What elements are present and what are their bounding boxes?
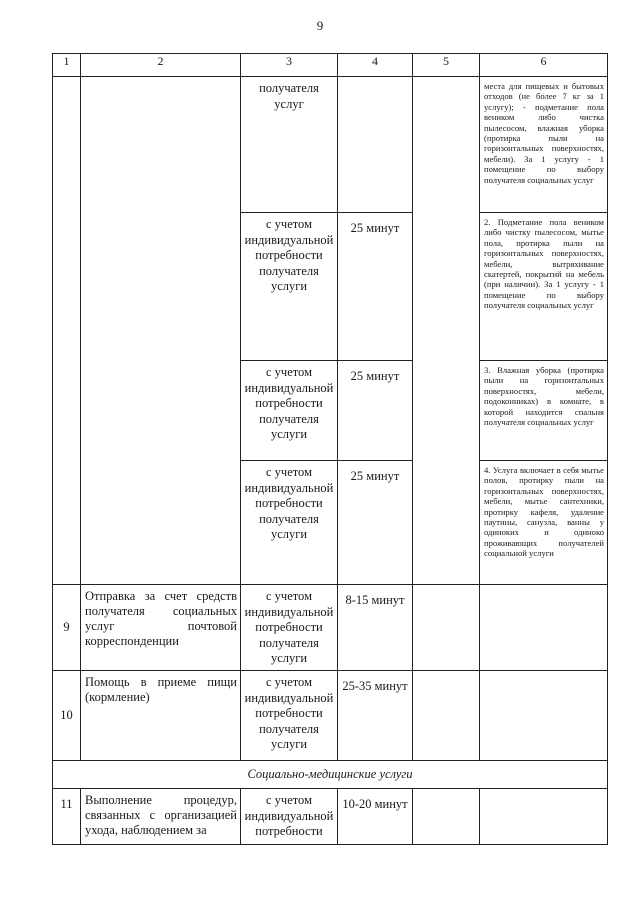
header-cell: 2 [81,54,241,77]
table-row [53,585,608,671]
service-name: Отправка за счет средств получателя социальных услуг почтовой корреспонденции [81,585,241,671]
row-number: 9 [53,585,81,671]
header-cell: 1 [53,54,81,77]
service-frequency: с учетом индивидуальной потребности получателя услуги [241,671,338,761]
service-duration: 8-15 минут [338,585,413,671]
empty-cell [413,77,480,585]
header-cell: 4 [338,54,413,77]
service-name: Помощь в приеме пищи (кормление) [81,671,241,761]
empty-cell [338,77,413,213]
row-number: 11 [53,789,81,845]
sub-row-col6: 2. Подметание пола веником либо чистку пылесосом, мытье пола, протирка пыли на горизонтальных поверхностях, мебели, вытряхивание скатертей, покрытий на мебель (при наличии). За 1 услугу - 1 помещение по выбору получателя социальных услуг [480,213,608,361]
empty-cell [480,671,608,761]
table-row [53,77,608,213]
empty-cell [413,671,480,761]
empty-cell [53,77,81,585]
empty-cell [413,789,480,845]
service-frequency: с учетом индивидуальной потребности получателя услуги [241,585,338,671]
empty-cell [480,789,608,845]
empty-cell [480,585,608,671]
continuation-col3: получателя услуг [241,77,338,213]
sub-row-col4: 25 минут [338,461,413,585]
section-row [53,761,608,789]
service-frequency: с учетом индивидуальной потребности [241,789,338,845]
sub-row-col4: 25 минут [338,213,413,361]
sub-row-col4: 25 минут [338,361,413,461]
header-cell: 3 [241,54,338,77]
table-row [53,671,608,761]
table-row [53,789,608,845]
service-name: Выполнение процедур, связанных с организацией ухода, наблюдением за [81,789,241,845]
empty-cell [413,585,480,671]
sub-row-col3: с учетом индивидуальной потребности получателя услуги [241,213,338,361]
section-title: Социально-медицинские услуги [53,761,608,789]
sub-row-col6: 3. Влажная уборка (протирка пыли на горизонтальных поверхностях, мебели, подоконниках) в комнате, в которой находится спальня получателя социальных услуг [480,361,608,461]
row-number: 10 [53,671,81,761]
service-duration: 10-20 минут [338,789,413,845]
header-cell: 6 [480,54,608,77]
continuation-col6: места для пищевых и бытовых отходов (не более 7 кг за 1 услугу); - подметание пола веником либо чистка пылесосом, влажная уборка (протирка пыли на горизонтальных поверхностях, мебели). За 1 услугу - 1 помещение по выбору получателя социальных услуг [480,77,608,213]
page-number: 9 [316,18,324,33]
sub-row-col3: с учетом индивидуальной потребности получателя услуги [241,461,338,585]
header-cell: 5 [413,54,480,77]
service-duration: 25-35 минут [338,671,413,761]
sub-row-col3: с учетом индивидуальной потребности получателя услуги [241,361,338,461]
services-table [52,53,608,845]
sub-row-col6: 4. Услуга включает в себя мытье полов, протирку пыли на горизонтальных поверхностях, мебели, мытье сантехники, протирку кафеля, удаление паутины, санузла, ванны у одиноких и одиноко проживающих получателей социальной услуги [480,461,608,585]
table-header-row [53,54,608,77]
empty-cell [81,77,241,585]
